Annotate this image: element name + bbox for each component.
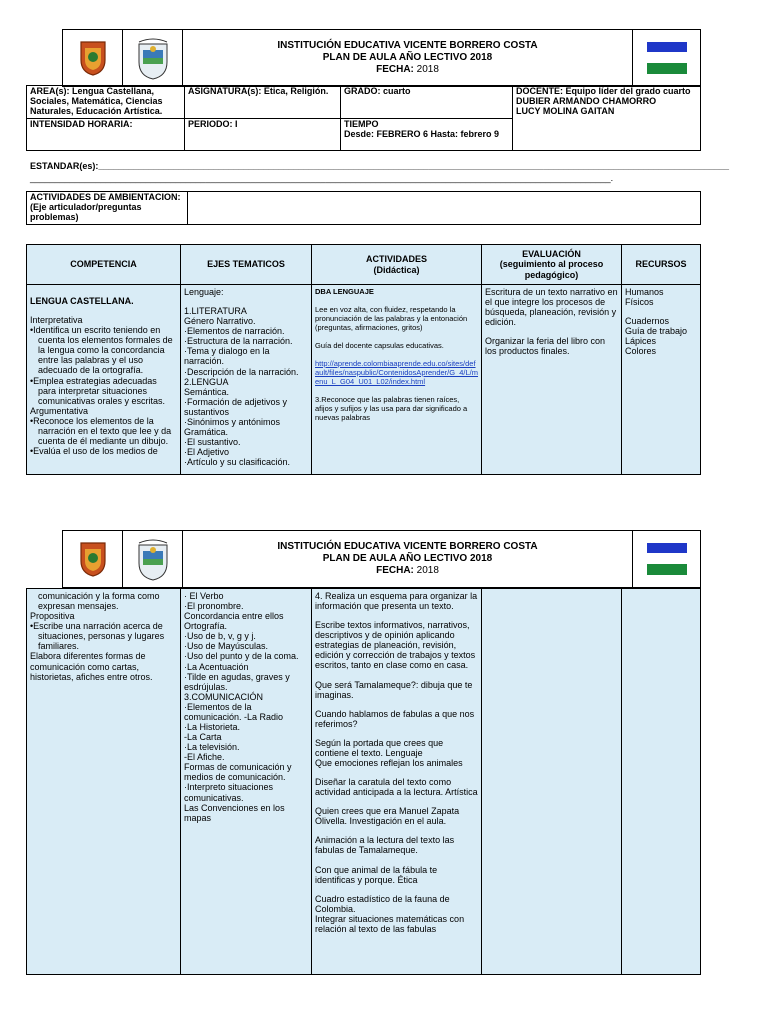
list-item: • Reconoce los elementos de la narración en el texto que lee y da cuenta de él mediante un dibujo. [30,416,177,446]
school-seal-cell [123,30,183,87]
ambientacion-label: ACTIVIDADES DE AMBIENTACION: (Eje articulador/preguntas problemas) [27,192,188,225]
page2-competencia-cell: comunicación y la forma como expresan mensajes. Propositiva • Escribe una narración acerca de situaciones, personas y lugares familiares. Elabora diferentes formas de comunicación como cartas, historietas, afiches entre otros. [27,589,181,975]
list-item: • Evalúa el uso de los medios de [30,446,177,456]
page1-recursos-cell: Humanos Físicos Cuadernos Guía de trabajo Lápices Colores [622,285,701,475]
school-seal-icon [136,537,170,581]
header-date: FECHA: 2018 [376,64,439,75]
list-item: • Escribe una narración acerca de situaciones, personas y lugares familiares. [30,621,177,651]
page1-evaluacion-cell: Escritura de un texto narrativo en el que integre los procesos de búsqueda, planeación, revisión y edición. Organizar la feria del libro con los productos finales. [482,285,622,475]
col-competencia: COMPETENCIA [27,245,181,285]
docente-cell: DOCENTE: Equipo líder del grado cuarto DUBIER ARMANDO CHAMORRO LUCY MOLINA GAITAN [513,86,701,151]
contenidos-aprender-link[interactable]: http://aprende.colombiaaprende.edu.co/sites/default/files/naspublic/ContenidosAprender/G_4/L/menu_L_G04_U01_L02/index.html [315,359,479,386]
tiempo-cell: TIEMPO Desde: FEBRERO 6 Hasta: febrero 9 [341,118,513,150]
page2-ejes-cell: · El Verbo ·El pronombre. Concordancia entre ellos Ortografía. ·Uso de b, v, g y j. ·Uso de Mayúsculas. ·Uso del punto y de la coma. ·La Acentuación ·Tilde en agudas, graves y esdrújulas. 3.COMUNICACIÓN ·Elementos de la comunicación. -La Radio ·La Historieta. -La Carta ·La televisión. -El Afiche. Formas de comunicación y medios de comunicación. ·Interpreto situaciones comunicativas. Las Convenciones en los mapas [181,589,312,975]
intensidad-cell: INTENSIDAD HORARIA: [27,118,185,150]
areas-cell: AREA(s): Lengua Castellana, Sociales, Matemática, Ciencias Naturales, Educación Artística. [27,86,185,119]
estandar-line: ____________________________________________________________________________________________________________________. [30,173,614,183]
page1-ejes-cell: Lenguaje: 1.LITERATURA Género Narrativo. ·Elementos de narración. ·Estructura de la narración. ·Tema y dialogo en la narración. ·Descripción de la narración. 2.LENGUA Semántica. ·Formación de adjetivos y sustantivos ·Sinónimos y antónimos Gramática. ·El sustantivo. ·El Adjetivo ·Artículo y su clasificación. [181,285,312,475]
page1-header [62,29,701,87]
plan-title: PLAN DE AULA AÑO LECTIVO 2018 [322,553,493,564]
ambientacion-table [26,191,701,225]
list-item: • Identifica un escrito teniendo en cuenta los elementos formales de la lengua como la concordancia entre las palabras y el uso adecuado de la ortografía. [30,325,177,375]
school-seal-cell [123,531,183,588]
municipal-flag-icon [647,539,687,579]
page2-recursos-cell [622,589,701,975]
page2-header [62,530,701,588]
col-actividades: ACTIVIDADES (Didáctica) [312,245,482,285]
grado-cell: GRADO: cuarto [341,86,513,119]
school-shield-cell [63,30,123,87]
flag-cell [633,531,701,588]
estandar-label: ESTANDAR(es):______________________________________________________________________________________________________________________________ [30,161,730,171]
header-date: FECHA: 2018 [376,565,439,576]
col-ejes: EJES TEMATICOS [181,245,312,285]
school-name: INSTITUCIÓN EDUCATIVA VICENTE BORRERO COSTA [277,541,538,552]
school-seal-icon [136,36,170,80]
course-info-table [26,85,701,151]
periodo-cell: PERIODO: I [185,118,341,150]
page1-plan-grid [26,244,701,475]
page2-plan-grid [26,588,701,975]
municipal-flag-icon [647,38,687,78]
header-title-block [183,30,633,87]
page2-actividades-cell: 4. Realiza un esquema para organizar la información que presenta un texto. Escribe textos informativos, narrativos, descriptivos y de opinión aplicando estrategias de planeación, revisión, edición y corrección de trabajos y textos escritos, tanto en clase como en casa. Que será Tamalameque?: dibuja que te imaginas. Cuando hablamos de fabulas a que nos referimos? Según la portada que crees que contiene el texto. Lenguaje Que emociones reflejan los animales Diseñar la caratula del texto como actividad anticipada a la lectura. Artística Quien crees que era Manuel Zapata Olivella. Investigación en el aula. Animación a la lectura del texto las fabulas de Tamalameque. Con que animal de la fábula te identificas y porque. Ética Cuadro estadístico de la fauna de Colombia. Integrar situaciones matemáticas con relación al texto de las fabulas [312,589,482,975]
plan-title: PLAN DE AULA AÑO LECTIVO 2018 [322,52,493,63]
page1-competencia-cell: LENGUA CASTELLANA. Interpretativa • Identifica un escrito teniendo en cuenta los elementos formales de la lengua como la concordancia entre las palabras y el uso adecuado de la ortografía. • Emplea estrategias adecuadas para interpretar situaciones comunicativas orales y escritas. Argumentativa • Reconoce los elementos de la narración en el texto que lee y da cuenta de él mediante un dibujo. • Evalúa el uso de los medios de [27,285,181,475]
asignatura-cell: ASIGNATURA(s): Ética, Religión. [185,86,341,119]
school-name: INSTITUCIÓN EDUCATIVA VICENTE BORRERO COSTA [277,40,538,51]
flag-cell [633,30,701,87]
school-shield-icon [79,40,107,76]
page1-actividades-cell: DBA LENGUAJE Lee en voz alta, con fluidez, respetando la pronunciación de las palabras y la entonación (preguntas, afirmaciones, gritos) Guía del docente capsulas educativas. http://aprende.colombiaaprende.edu.co/sites/default/files/naspublic/ContenidosAprender/G_4/L/menu_L_G04_U01_L02/index.html 3.Reconoce que las palabras tienen raíces, afijos y sufijos y las usa para dar significado a nuevas palabras [312,285,482,475]
school-shield-icon [79,541,107,577]
school-shield-cell [63,531,123,588]
col-evaluacion: EVALUACIÓN (seguimiento al proceso pedagógico) [482,245,622,285]
page2-evaluacion-cell [482,589,622,975]
col-recursos: RECURSOS [622,245,701,285]
list-item: • Emplea estrategias adecuadas para interpretar situaciones comunicativas orales y escritas. [30,376,177,406]
header-title-block [183,531,633,588]
ambientacion-value [188,192,701,225]
